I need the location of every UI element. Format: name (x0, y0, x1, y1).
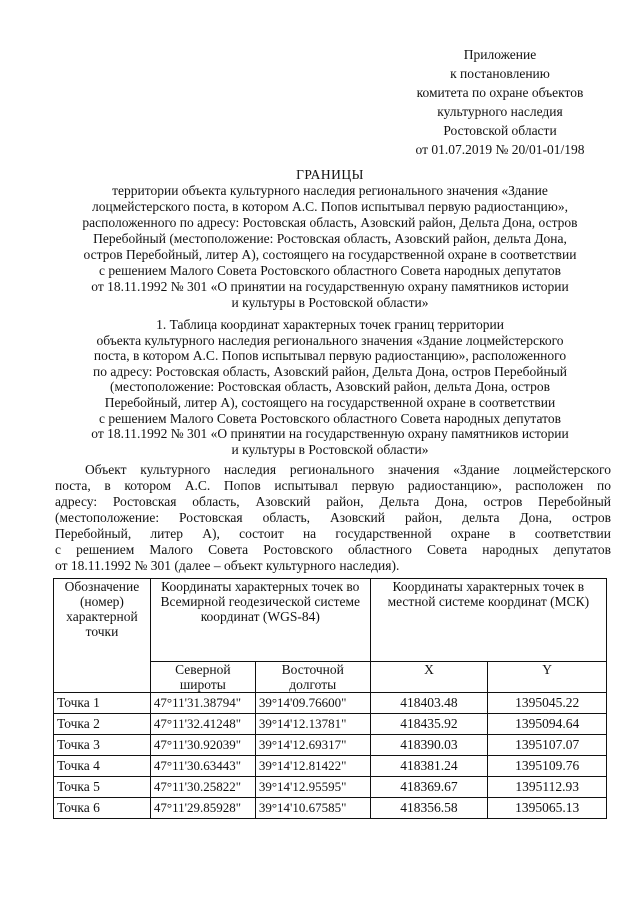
title-line: и культуры в Ростовской области» (231, 295, 429, 310)
title-line: территории объекта культурного наследия регионального значения «Здание (112, 183, 548, 198)
title-line: расположенного по адресу: Ростовская область, Азовский район, Дельта Дона, остров (82, 215, 578, 230)
header-point: Обозначение (номер) характерной точки (54, 579, 151, 693)
paragraph-line: адресу: Ростовская область, Азовский район, Дельта Дона, остров Перебойный (55, 494, 611, 509)
north-cell: 47°11'29.85928" (150, 798, 255, 819)
table-row (54, 777, 607, 798)
east-cell: 39°14'09.76600" (255, 693, 370, 714)
table-row (54, 756, 607, 777)
table-row (54, 693, 607, 714)
header-north: Северной широты (150, 662, 255, 693)
north-cell: 47°11'30.92039" (150, 735, 255, 756)
appendix-line: комитета по охране объектов (416, 85, 584, 100)
x-cell: 418381.24 (370, 756, 488, 777)
title-line: Перебойный (местоположение: Ростовская область, Азовский район, дельта Дона, (93, 231, 567, 246)
point-label: Точка 4 (54, 756, 151, 777)
point-label: Точка 2 (54, 714, 151, 735)
east-cell: 39°14'12.81422" (255, 756, 370, 777)
appendix-line: от 01.07.2019 № 20/01-01/198 (415, 142, 585, 157)
appendix-line: к постановлению (450, 66, 550, 81)
paragraph-line: поста, в котором А.С. Попов испытывал первую радиостанцию», расположен по (55, 478, 611, 493)
caption-line: от 18.11.1992 № 301 «О принятии на государственную охрану памятников истории (91, 426, 569, 442)
caption-line: объекта культурного наследия регионального значения «Здание лоцмейстерского (96, 332, 564, 348)
paragraph-line: с решением Малого Совета Ростовского областного Совета народных депутатов (55, 542, 611, 557)
caption-line: по адресу: Ростовская область, Азовский район, Дельта Дона, остров Перебойный (92, 363, 567, 379)
title-line: остров Перебойный, литер А), состоящего на государственной охране в соответствии (83, 247, 577, 262)
paragraph-line: (местоположение: Ростовская область, Азовский район, дельта Дона, остров (55, 510, 611, 525)
paragraph-line: Объект культурного наследия регионального значения «Здание лоцмейстерского (85, 462, 611, 477)
header-msk: Координаты характерных точек в местной системе координат (МСК) (370, 579, 606, 662)
body-paragraph (55, 462, 611, 574)
caption-line: с решением Малого Совета Ростовского областного Совета народных депутатов (99, 410, 561, 426)
east-cell: 39°14'12.13781" (255, 714, 370, 735)
table-row (54, 798, 607, 819)
appendix-line: Приложение (463, 47, 537, 62)
header-east: Восточной долготы (255, 662, 370, 693)
east-cell: 39°14'12.69317" (255, 735, 370, 756)
point-label: Точка 6 (54, 798, 151, 819)
y-cell: 1395094.64 (488, 714, 607, 735)
east-cell: 39°14'10.67585" (255, 798, 370, 819)
x-cell: 418403.48 (370, 693, 488, 714)
title-line: от 18.11.1992 № 301 «О принятии на государственную охрану памятников истории (91, 279, 569, 294)
point-label: Точка 5 (54, 777, 151, 798)
document-title (40, 167, 620, 311)
title-line: с решением Малого Совета Ростовского областного Совета народных депутатов (99, 263, 561, 278)
caption-line: Перебойный, литер А), состоящего на государственной охране в соответствии (104, 394, 556, 410)
north-cell: 47°11'30.25822" (150, 777, 255, 798)
x-cell: 418369.67 (370, 777, 488, 798)
north-cell: 47°11'31.38794" (150, 693, 255, 714)
table-row (54, 714, 607, 735)
y-cell: 1395112.93 (488, 777, 607, 798)
header-y: Y (488, 662, 607, 693)
caption-line: (местоположение: Ростовская область, Азовский район, дельта Дона, остров (110, 379, 550, 395)
x-cell: 418356.58 (370, 798, 488, 819)
east-cell: 39°14'12.95595" (255, 777, 370, 798)
paragraph-line: Перебойный, литер А), состоит на государственной охране в соответствии (55, 526, 611, 541)
table-caption (40, 317, 620, 457)
appendix-line: Ростовской области (443, 123, 557, 138)
title-line: лоцмейстерского поста, в котором А.С. Попов испытывал первую радиостанцию», (92, 199, 568, 214)
table-row (54, 735, 607, 756)
header-x: X (370, 662, 488, 693)
north-cell: 47°11'30.63443" (150, 756, 255, 777)
point-label: Точка 1 (54, 693, 151, 714)
y-cell: 1395045.22 (488, 693, 607, 714)
y-cell: 1395109.76 (488, 756, 607, 777)
north-cell: 47°11'32.41248" (150, 714, 255, 735)
x-cell: 418390.03 (370, 735, 488, 756)
point-label: Точка 3 (54, 735, 151, 756)
appendix-line: культурного наследия (437, 104, 563, 119)
y-cell: 1395065.13 (488, 798, 607, 819)
coordinates-table (53, 578, 607, 819)
paragraph-line: от 18.11.1992 № 301 (далее – объект культурного наследия). (55, 558, 400, 573)
title-heading: ГРАНИЦЫ (296, 167, 364, 182)
caption-line: и культуры в Ростовской области» (231, 441, 429, 457)
header-wgs: Координаты характерных точек во Всемирной геодезической системе координат (WGS-84) (150, 579, 370, 662)
appendix-block (380, 45, 620, 159)
caption-line: 1. Таблица координат характерных точек границ территории (156, 317, 504, 332)
caption-line: поста, в котором А.С. Попов испытывал первую радиостанцию», расположенного (93, 348, 567, 364)
x-cell: 418435.92 (370, 714, 488, 735)
y-cell: 1395107.07 (488, 735, 607, 756)
